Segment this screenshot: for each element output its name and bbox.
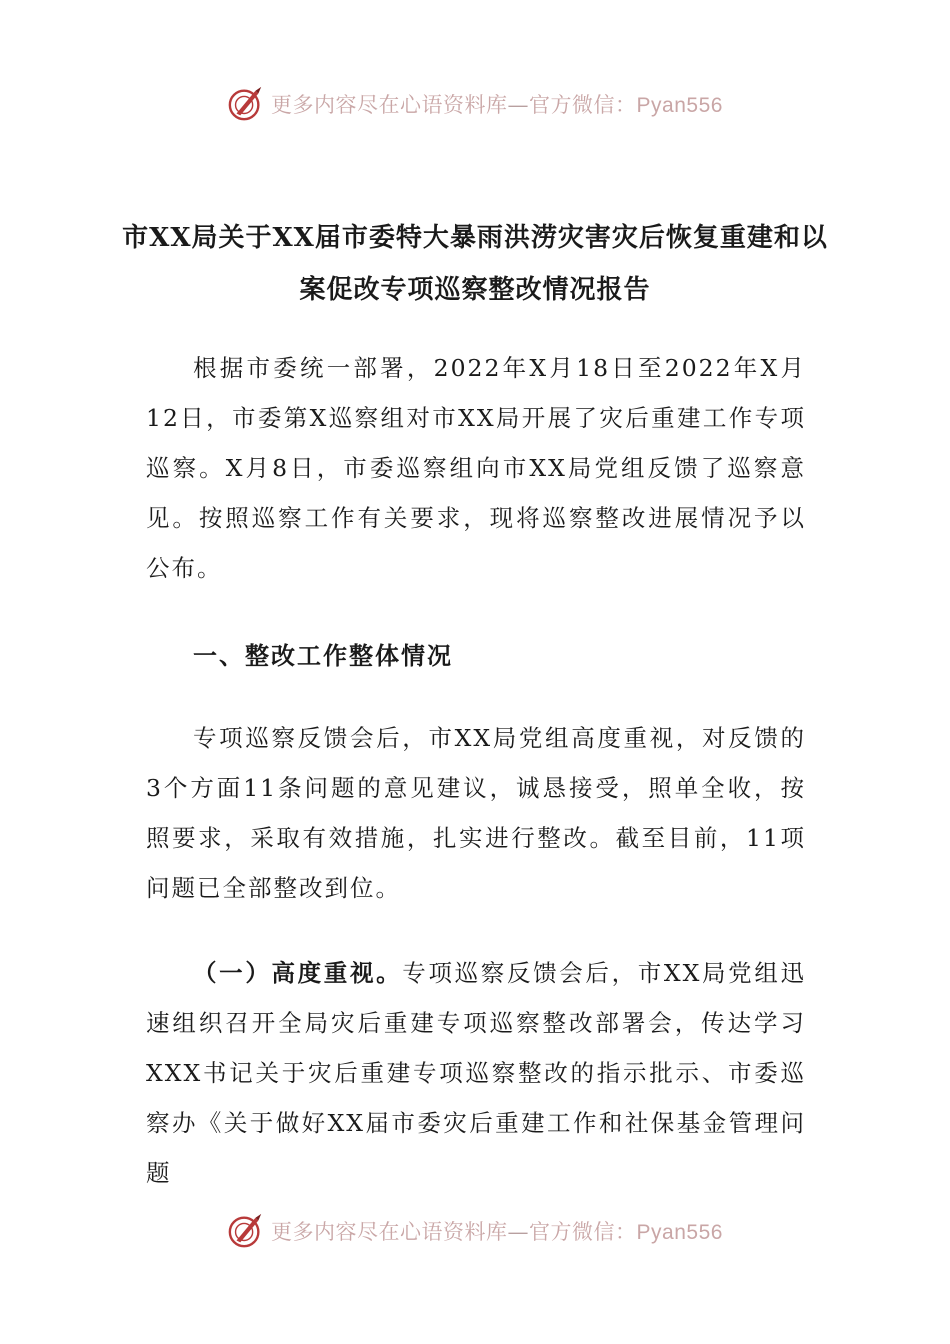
item-1-lead: （一）高度重视。 xyxy=(193,959,403,987)
watermark-banner-bottom xyxy=(0,1211,950,1251)
title-line-1: 市XX局关于XX届市委特大暴雨洪涝灾害灾后恢复重建和以 xyxy=(122,223,828,253)
quill-logo-icon xyxy=(227,1212,265,1250)
watermark-label: 官方微信： xyxy=(529,93,637,117)
watermark-label: 官方微信： xyxy=(529,1220,637,1244)
watermark-text: 更多内容尽在心语资料库 xyxy=(271,93,508,117)
watermark-separator: — xyxy=(507,1220,530,1244)
section-1-paragraph: 专项巡察反馈会后，市XX局党组高度重视，对反馈的3个方面11条问题的意见建议，诚恳接受，照单全收，按照要求，采取有效措施，扎实进行整改。截至目前，11项问题已全部整改到位。 xyxy=(146,724,806,902)
document-title xyxy=(120,212,830,316)
watermark-contact: Pyan556 xyxy=(636,94,723,117)
watermark-separator: — xyxy=(507,93,530,117)
section-heading-1: 一、整改工作整体情况 xyxy=(193,641,453,670)
watermark-text: 更多内容尽在心语资料库 xyxy=(271,1220,508,1244)
watermark-contact: Pyan556 xyxy=(636,1221,723,1244)
watermark-banner-top xyxy=(0,84,950,124)
intro-paragraph: 根据市委统一部署，2022年X月18日至2022年X月12日，市委第X巡察组对市XX局开展了灾后重建工作专项巡察。X月8日，市委巡察组向市XX局党组反馈了巡察意见。按照巡察工作有关要求，现将巡察整改进展情况予以公布。 xyxy=(146,354,806,582)
item-1-body: 专项巡察反馈会后，市XX局党组迅速组织召开全局灾后重建专项巡察整改部署会，传达学习XXX书记关于灾后重建专项巡察整改的指示批示、市委巡察办《关于做好XX届市委灾后重建工作和社保基金管理问题 xyxy=(146,959,807,1187)
title-line-2: 案促改专项巡察整改情况报告 xyxy=(299,275,651,305)
item-1-paragraph xyxy=(146,948,806,1198)
quill-logo-icon xyxy=(227,85,265,123)
